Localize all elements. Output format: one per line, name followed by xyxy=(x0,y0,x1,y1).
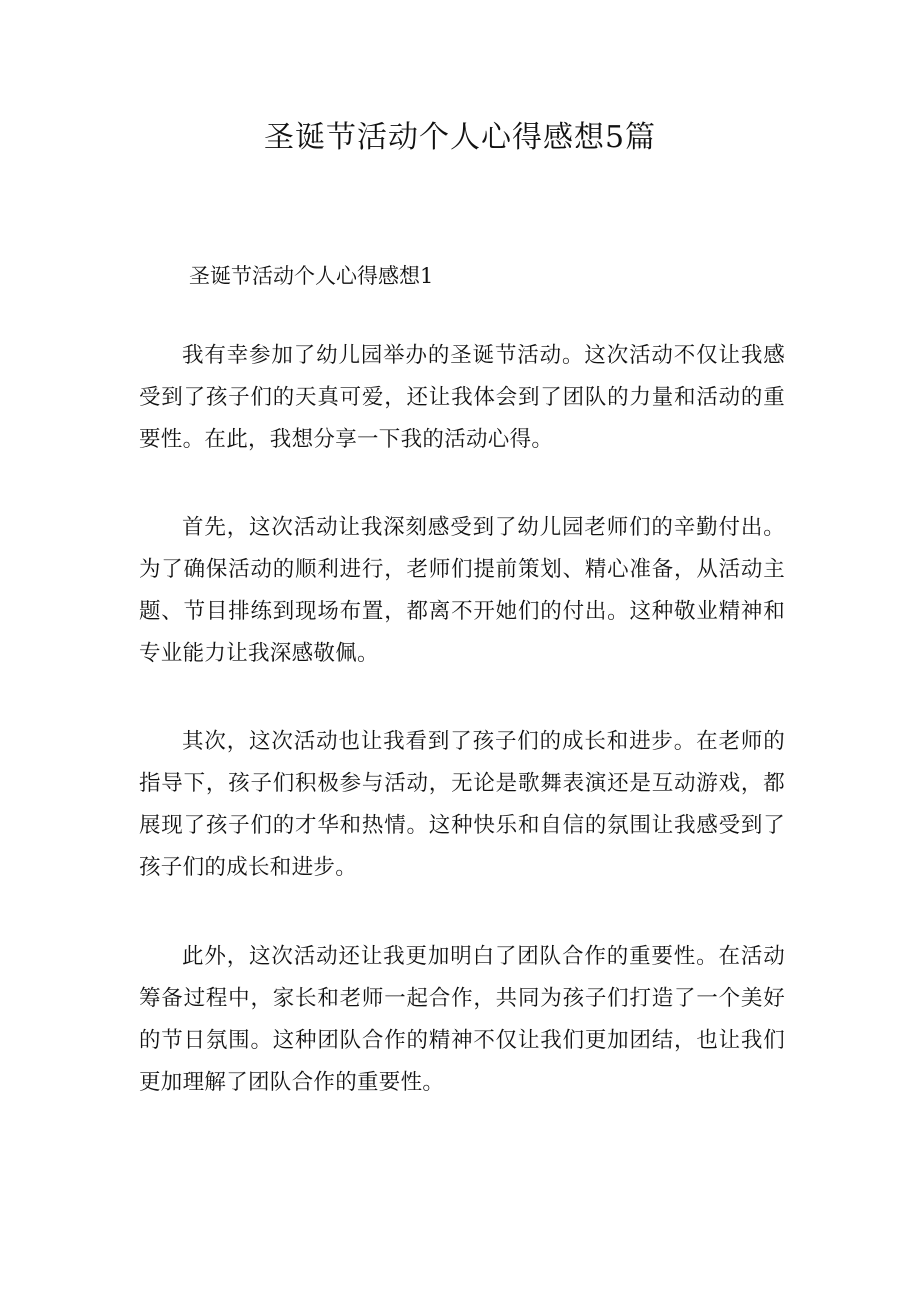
paragraph-4: 此外，这次活动还让我更加明白了团队合作的重要性。在活动筹备过程中，家长和老师一起合作，共同为孩子们打造了一个美好的节日氛围。这种团队合作的精神不仅让我们更加团结，也让我们更加理解了团队合作的重要性。 xyxy=(139,944,785,1095)
paragraph-2: 首先，这次活动让我深刻感受到了幼儿园老师们的辛勤付出。为了确保活动的顺利进行，老师们提前策划、精心准备，从活动主题、节目排练到现场布置，都离不开她们的付出。这种敬业精神和专业能力让我深感敬佩。 xyxy=(139,515,785,666)
paragraph-3: 其次，这次活动也让我看到了孩子们的成长和进步。在老师的指导下，孩子们积极参与活动，无论是歌舞表演还是互动游戏，都展现了孩子们的才华和热情。这种快乐和自信的氛围让我感受到了孩子们的成长和进步。 xyxy=(139,729,785,880)
section-heading: 圣诞节活动个人心得感想1 xyxy=(189,264,434,288)
paragraph-1: 我有幸参加了幼儿园举办的圣诞节活动。这次活动不仅让我感受到了孩子们的天真可爱，还让我体会到了团队的力量和活动的重要性。在此，我想分享一下我的活动心得。 xyxy=(139,343,785,452)
document-title: 圣诞节活动个人心得感想5篇 xyxy=(263,120,657,155)
